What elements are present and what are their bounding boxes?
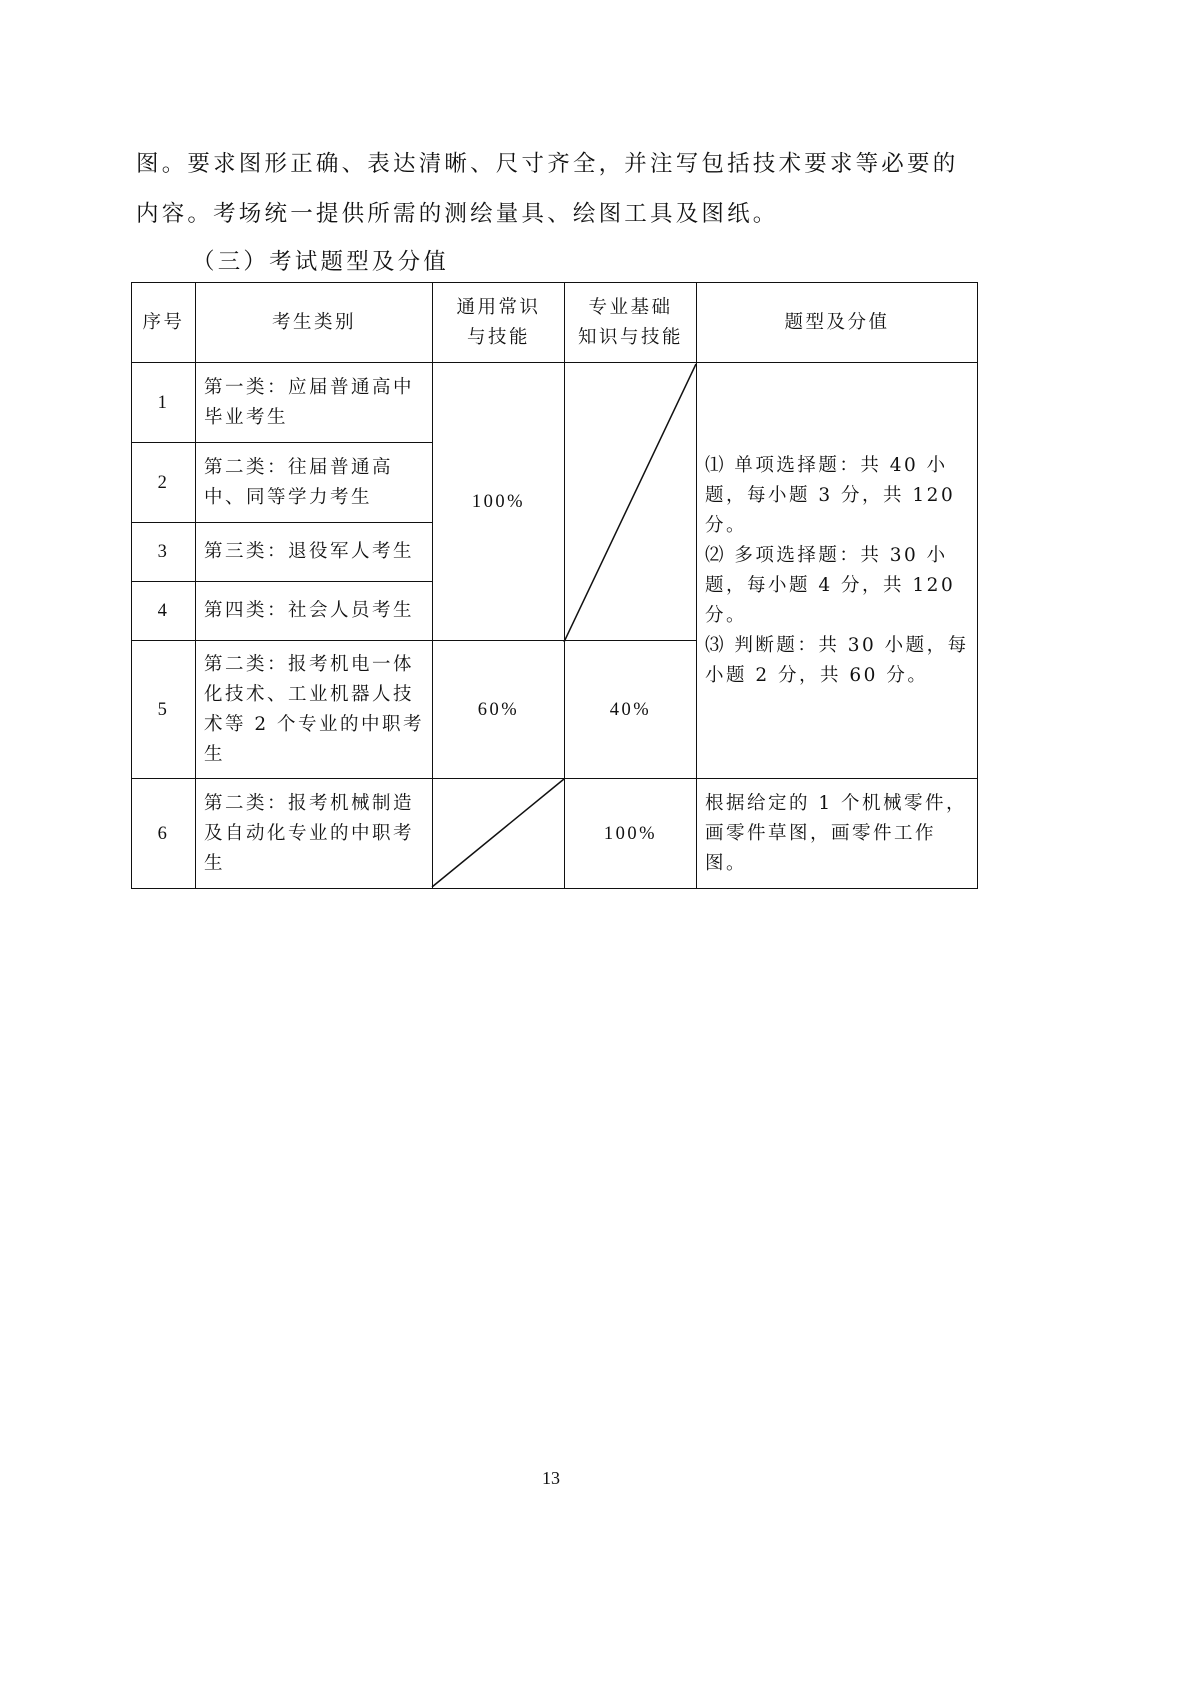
body-text-line-1: 图。要求图形正确、表达清晰、尺寸齐全，并注写包括技术要求等必要的 xyxy=(136,151,959,177)
row-index: 4 xyxy=(132,582,196,641)
row6-question-types: 根据给定的 1 个机械零件，画零件草图，画零件工作图。 xyxy=(697,779,978,889)
header-professional xyxy=(565,283,697,363)
header-professional-line-2: 知识与技能 xyxy=(577,326,683,348)
page-number: 13 xyxy=(542,1468,560,1488)
row5-general-score: 60% xyxy=(433,641,565,779)
section-heading: （三）考试题型及分值 xyxy=(192,249,450,275)
header-index: 序号 xyxy=(132,283,196,363)
question-type-single-choice: ⑴ 单项选择题：共 40 小题，每小题 3 分，共 120 分。 xyxy=(705,454,956,536)
header-question-types: 题型及分值 xyxy=(697,283,978,363)
row6-professional-score: 100% xyxy=(565,779,697,889)
row-index: 1 xyxy=(132,363,196,443)
row-index: 2 xyxy=(132,443,196,523)
general-score-rows-1-4: 100% xyxy=(433,363,565,641)
row6-general-empty xyxy=(433,779,565,889)
row-category: 第一类：应届普通高中毕业考生 xyxy=(196,363,433,443)
row-index: 3 xyxy=(132,523,196,582)
exam-score-table xyxy=(131,282,978,889)
question-types-rows-1-5 xyxy=(697,363,978,779)
row-category: 第二类：往届普通高中、同等学力考生 xyxy=(196,443,433,523)
body-text-line-2: 内容。考场统一提供所需的测绘量具、绘图工具及图纸。 xyxy=(136,201,779,227)
row-category: 第三类：退役军人考生 xyxy=(196,523,433,582)
row-category: 第二类：报考机械制造及自动化专业的中职考生 xyxy=(196,779,433,889)
row-category: 第四类：社会人员考生 xyxy=(196,582,433,641)
table-row xyxy=(132,363,978,443)
header-general xyxy=(433,283,565,363)
question-type-multiple-choice: ⑵ 多项选择题：共 30 小题，每小题 4 分，共 120 分。 xyxy=(705,544,956,626)
header-general-line-2: 与技能 xyxy=(466,326,530,348)
row5-professional-score: 40% xyxy=(565,641,697,779)
row-index: 6 xyxy=(132,779,196,889)
row-category: 第二类：报考机电一体化技术、工业机器人技术等 2 个专业的中职考生 xyxy=(196,641,433,779)
exam-score-table-container xyxy=(131,282,977,888)
row-index: 5 xyxy=(132,641,196,779)
table-header-row xyxy=(132,283,978,363)
header-category: 考生类别 xyxy=(196,283,433,363)
question-type-true-false: ⑶ 判断题：共 30 小题，每小题 2 分，共 60 分。 xyxy=(705,634,969,686)
header-general-line-1: 通用常识 xyxy=(456,296,541,318)
table-row xyxy=(132,779,978,889)
header-professional-line-1: 专业基础 xyxy=(588,296,673,318)
professional-empty-rows-1-4 xyxy=(565,363,697,641)
